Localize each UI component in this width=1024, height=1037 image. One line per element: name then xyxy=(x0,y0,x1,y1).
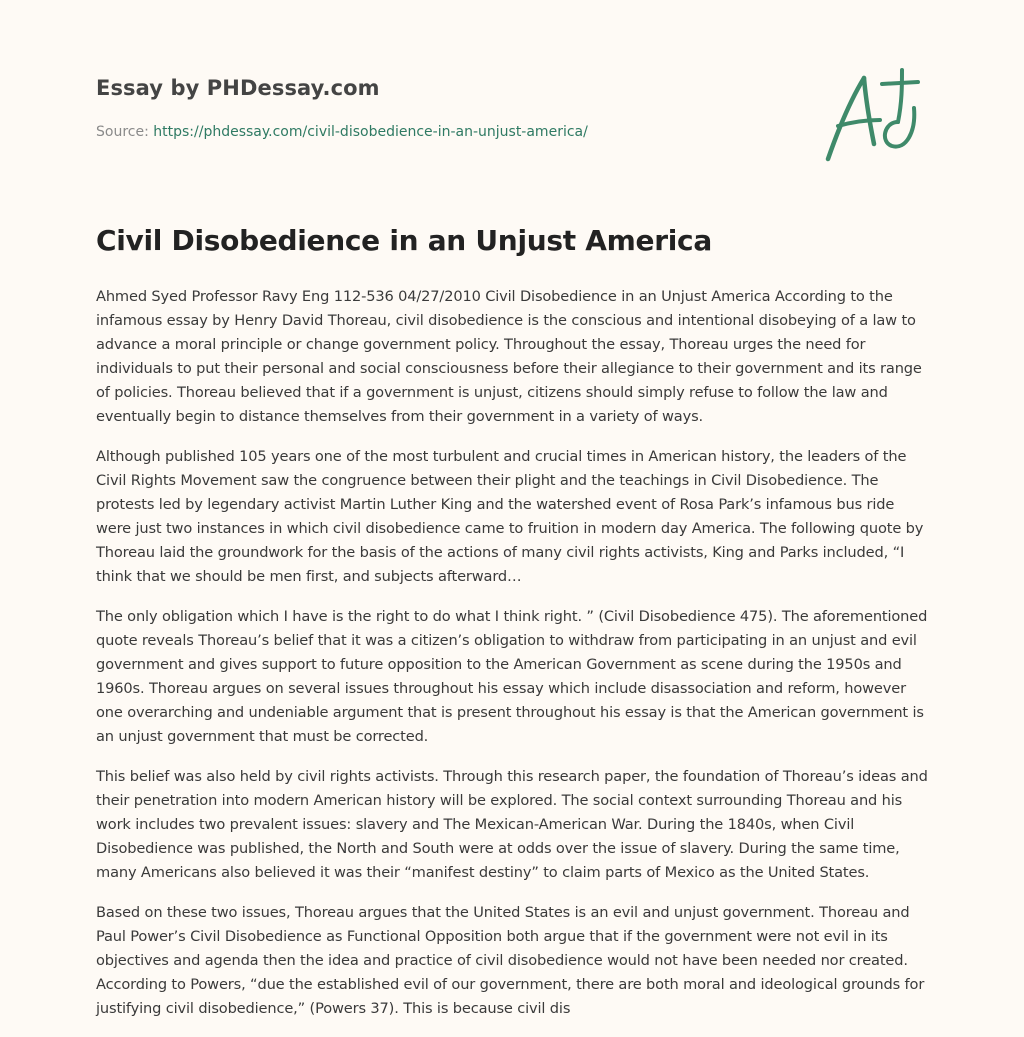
source-line xyxy=(96,124,588,140)
paragraph: This belief was also held by civil rights activists. Through this research paper, the foundation of Thoreau’s ideas and their penetration into modern American history will be explored. The social context surrounding Thoreau and his work includes two prevalent issues: slavery and The Mexican-American War. During the 1840s, when Civil Disobedience was published, the North and South were at odds over the issue of slavery. During the same time, many Americans also believed it was their “manifest destiny” to claim parts of Mexico as the United States. xyxy=(96,768,928,881)
paragraph: Ahmed Syed Professor Ravy Eng 112-536 04/27/2010 Civil Disobedience in an Unjust America According to the infamous essay by Henry David Thoreau, civil disobedience is the conscious and intentional disobeying of a law to advance a moral principle or change government policy. Throughout the essay, Thoreau urges the need for individuals to put their personal and social consciousness before their allegiance to their government and its range of policies. Thoreau believed that if a government is unjust, citizens should simply refuse to follow the law and eventually begin to distance themselves from their government in a variety of ways. xyxy=(96,288,922,425)
article-body xyxy=(96,285,930,1037)
article-title: Civil Disobedience in an Unjust America xyxy=(96,224,712,257)
paragraph: Although published 105 years one of the most turbulent and crucial times in American history, the leaders of the Civil Rights Movement saw the congruence between their plight and the teachings in Civil Disobedience. The protests led by legendary activist Martin Luther King and the watershed event of Rosa Park’s infamous bus ride were just two instances in which civil disobedience came to fruition in modern day America. The following quote by Thoreau laid the groundwork for the basis of the actions of many civil rights activists, King and Parks included, “I think that we should be men first, and subjects afterward… xyxy=(96,448,924,585)
a-plus-logo-icon xyxy=(822,66,926,166)
source-link[interactable]: https://phdessay.com/civil-disobedience-in-an-unjust-america/ xyxy=(153,124,588,140)
page-header xyxy=(96,0,930,200)
paragraph: Based on these two issues, Thoreau argues that the United States is an evil and unjust government. Thoreau and Paul Power’s Civil Disobedience as Functional Opposition both argue that if the government were not evil in its objectives and agenda then the idea and practice of civil disobedience would not have been needed nor created. According to Powers, “due the established evil of our government, there are both moral and ideological grounds for justifying civil disobedience,” (Powers 37). This is because civil dis xyxy=(96,904,925,1017)
paragraph: The only obligation which I have is the right to do what I think right. ” (Civil Disobedience 475). The aforementioned quote reveals Thoreau’s belief that it was a citizen’s obligation to withdraw from participating in an unjust and evil government and gives support to future opposition to the American Government as scene during the 1950s and 1960s. Thoreau argues on several issues throughout his essay which include disassociation and reform, however one overarching and undeniable argument that is present throughout his essay is that the American government is an unjust government that must be corrected. xyxy=(96,608,928,745)
brand-title: Essay by PHDessay.com xyxy=(96,76,380,100)
source-label: Source: xyxy=(96,124,149,140)
essay-page xyxy=(96,0,930,1036)
